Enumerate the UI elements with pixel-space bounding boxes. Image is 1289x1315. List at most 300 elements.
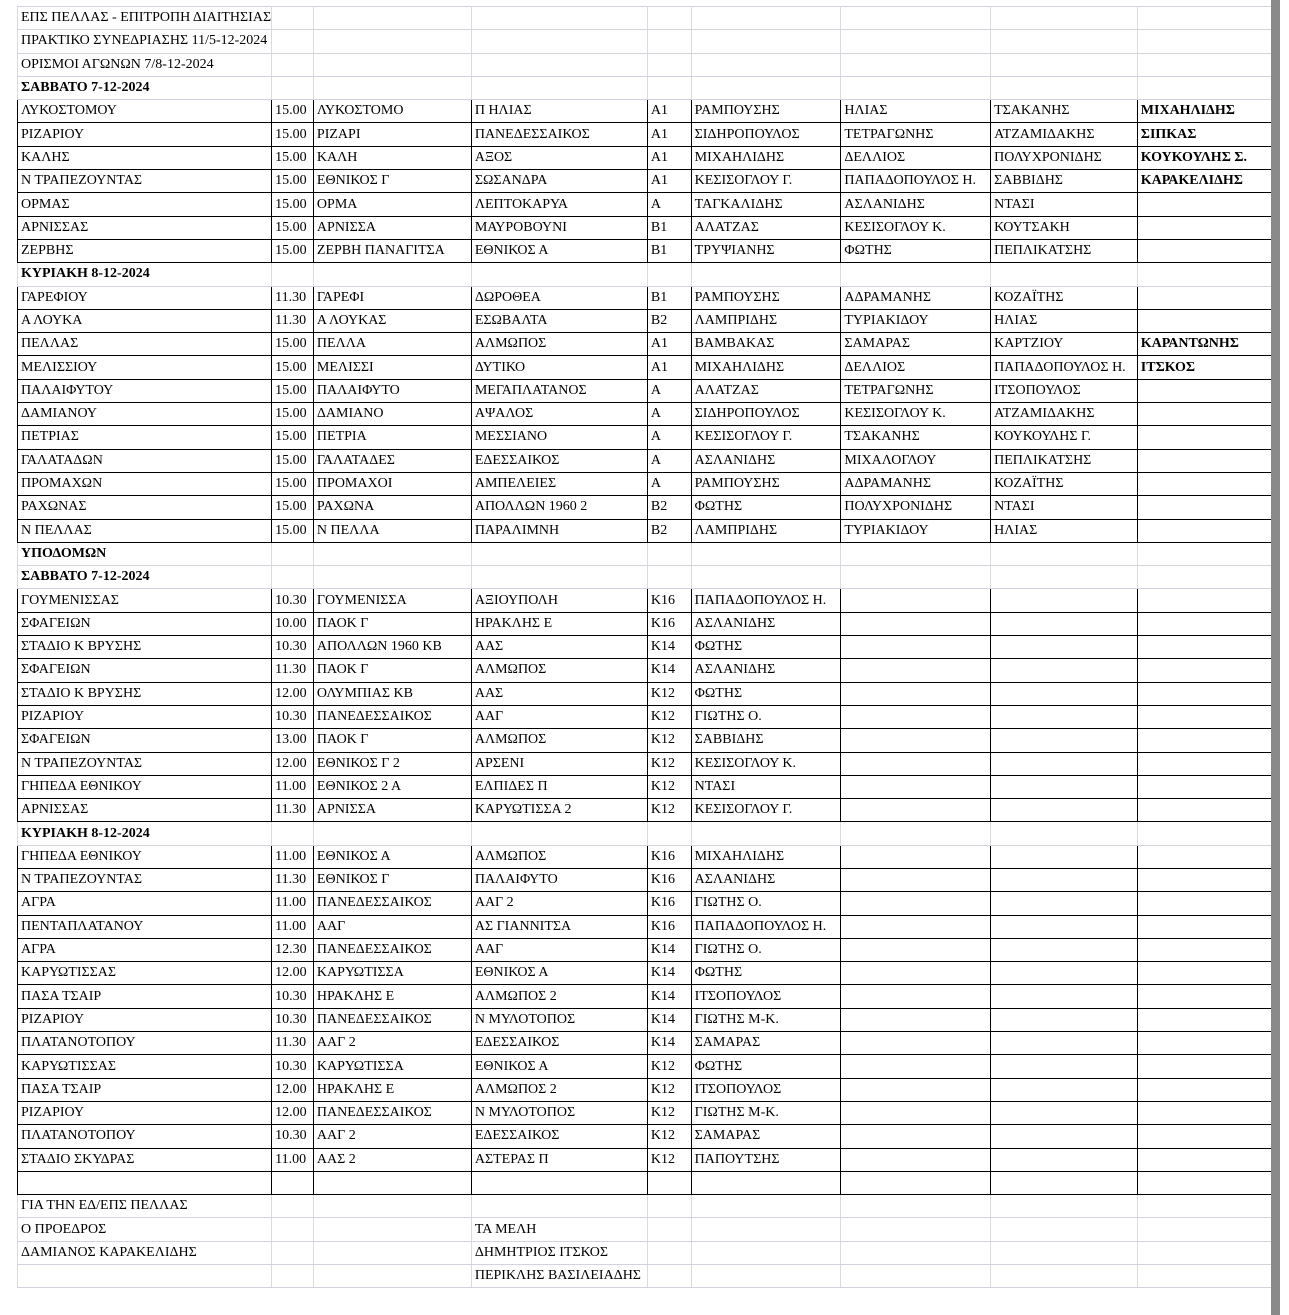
cell-venue[interactable]: Ν ΤΡΑΠΕΖΟΥΝΤΑΣ: [18, 752, 272, 775]
cell-referee[interactable]: ΚΕΣΙΣΟΓΛΟΥ Γ.: [691, 426, 841, 449]
cell-time[interactable]: 15.00: [272, 100, 314, 123]
cell-assistant-1[interactable]: [841, 845, 991, 868]
cell-assistant-2[interactable]: [991, 985, 1138, 1008]
cell-home-team[interactable]: ΑΡΝΙΣΣΑ: [313, 799, 471, 822]
cell-category[interactable]: [647, 1195, 691, 1218]
cell-category[interactable]: Κ12: [647, 1125, 691, 1148]
cell-observer[interactable]: [1137, 76, 1288, 99]
cell-home-team[interactable]: ΗΡΑΚΛΗΣ Ε: [313, 985, 471, 1008]
cell-referee[interactable]: [691, 1241, 841, 1264]
cell-observer[interactable]: [1137, 1218, 1288, 1241]
cell-venue[interactable]: ΚΑΡΥΩΤΙΣΣΑΣ: [18, 962, 272, 985]
cell-time[interactable]: 10.30: [272, 705, 314, 728]
cell-observer[interactable]: [1137, 1008, 1288, 1031]
cell-time[interactable]: [272, 30, 314, 53]
cell-home-team[interactable]: ΕΘΝΙΚΟΣ Γ 2: [313, 752, 471, 775]
cell-assistant-2[interactable]: [991, 566, 1138, 589]
cell-assistant-1[interactable]: ΜΙΧΑΛΟΓΛΟΥ: [841, 449, 991, 472]
cell-venue[interactable]: ΣΦΑΓΕΙΩΝ: [18, 659, 272, 682]
cell-away-team[interactable]: ΑΜΠΕΛΕΙΕΣ: [471, 472, 647, 495]
cell-away-team[interactable]: ΑΑΓ 2: [471, 892, 647, 915]
cell-referee[interactable]: ΚΕΣΙΣΟΓΛΟΥ Γ.: [691, 170, 841, 193]
cell-home-team[interactable]: ΠΑΛΑΙΦΥΤΟ: [313, 379, 471, 402]
cell-time[interactable]: 12.00: [272, 682, 314, 705]
cell-time[interactable]: 15.00: [272, 193, 314, 216]
cell-assistant-1[interactable]: ΑΔΡΑΜΑΝΗΣ: [841, 472, 991, 495]
cell-time[interactable]: 12.30: [272, 938, 314, 961]
cell-observer[interactable]: [1137, 729, 1288, 752]
cell-venue[interactable]: ΠΛΑΤΑΝΟΤΟΠΟΥ: [18, 1032, 272, 1055]
cell-assistant-1[interactable]: [841, 1078, 991, 1101]
cell-home-team[interactable]: Ν ΠΕΛΛΑ: [313, 519, 471, 542]
cell-referee[interactable]: ΡΑΜΠΟΥΣΗΣ: [691, 286, 841, 309]
cell-referee[interactable]: ΚΕΣΙΣΟΓΛΟΥ Κ.: [691, 752, 841, 775]
cell-assistant-1[interactable]: ΚΕΣΙΣΟΓΛΟΥ Κ.: [841, 216, 991, 239]
cell-category[interactable]: Α: [647, 472, 691, 495]
cell-category[interactable]: Κ12: [647, 1101, 691, 1124]
cell-observer[interactable]: [1137, 1078, 1288, 1101]
cell-home-team[interactable]: ΓΑΡΕΦΙ: [313, 286, 471, 309]
cell-assistant-2[interactable]: ΣΑΒΒΙΔΗΣ: [991, 170, 1138, 193]
cell-away-team[interactable]: ΑΑΣ: [471, 682, 647, 705]
cell-home-team[interactable]: [313, 566, 471, 589]
cell-home-team[interactable]: ΑΑΣ 2: [313, 1148, 471, 1171]
cell-referee[interactable]: ΒΑΜΒΑΚΑΣ: [691, 333, 841, 356]
cell-assistant-1[interactable]: ΚΕΣΙΣΟΓΛΟΥ Κ.: [841, 403, 991, 426]
cell-assistant-2[interactable]: [991, 822, 1138, 845]
cell-observer[interactable]: [1137, 775, 1288, 798]
cell-home-team[interactable]: ΓΟΥΜΕΝΙΣΣΑ: [313, 589, 471, 612]
cell-observer[interactable]: [1137, 705, 1288, 728]
cell-observer[interactable]: [1137, 1265, 1288, 1288]
cell-home-team[interactable]: ΠΑΝΕΔΕΣΣΑΙΚΟΣ: [313, 705, 471, 728]
cell-category[interactable]: [647, 76, 691, 99]
cell-away-team[interactable]: ΠΑΝΕΔΕΣΣΑΙΚΟΣ: [471, 123, 647, 146]
cell-venue[interactable]: ΟΡΙΣΜΟΙ ΑΓΩΝΩΝ 7/8-12-2024: [18, 53, 272, 76]
cell-assistant-2[interactable]: [991, 1032, 1138, 1055]
cell-time[interactable]: 11.30: [272, 286, 314, 309]
cell-assistant-1[interactable]: ΔΕΛΛΙΟΣ: [841, 356, 991, 379]
cell-time[interactable]: [272, 263, 314, 286]
cell-referee[interactable]: ΑΛΑΤΖΑΣ: [691, 379, 841, 402]
cell-venue[interactable]: Ν ΤΡΑΠΕΖΟΥΝΤΑΣ: [18, 170, 272, 193]
cell-category[interactable]: Κ12: [647, 775, 691, 798]
cell-home-team[interactable]: ΕΘΝΙΚΟΣ Γ: [313, 170, 471, 193]
cell-assistant-2[interactable]: [991, 1265, 1138, 1288]
cell-assistant-2[interactable]: [991, 845, 1138, 868]
cell-assistant-1[interactable]: ΤΣΑΚΑΝΗΣ: [841, 426, 991, 449]
cell-away-team[interactable]: ΕΘΝΙΚΟΣ Α: [471, 1055, 647, 1078]
cell-category[interactable]: Κ14: [647, 1032, 691, 1055]
cell-category[interactable]: Κ16: [647, 892, 691, 915]
cell-away-team[interactable]: ΕΛΠΙΔΕΣ Π: [471, 775, 647, 798]
cell-home-team[interactable]: ΑΠΟΛΛΩΝ 1960 ΚΒ: [313, 636, 471, 659]
cell-assistant-2[interactable]: [991, 1195, 1138, 1218]
cell-venue[interactable]: ΠΕΤΡΙΑΣ: [18, 426, 272, 449]
cell-assistant-1[interactable]: [841, 76, 991, 99]
cell-assistant-2[interactable]: [991, 938, 1138, 961]
cell-category[interactable]: Κ12: [647, 682, 691, 705]
cell-assistant-1[interactable]: [841, 1008, 991, 1031]
cell-observer[interactable]: [1137, 962, 1288, 985]
cell-away-team[interactable]: ΑΞΟΣ: [471, 146, 647, 169]
cell-assistant-1[interactable]: [841, 30, 991, 53]
cell-home-team[interactable]: ΜΕΛΙΣΣΙ: [313, 356, 471, 379]
cell-category[interactable]: Κ12: [647, 729, 691, 752]
cell-category[interactable]: Α1: [647, 356, 691, 379]
cell-assistant-1[interactable]: [841, 612, 991, 635]
cell-venue[interactable]: ΑΓΡΑ: [18, 938, 272, 961]
cell-home-team[interactable]: ΕΘΝΙΚΟΣ 2 Α: [313, 775, 471, 798]
cell-assistant-2[interactable]: [991, 1125, 1138, 1148]
cell-assistant-2[interactable]: [991, 752, 1138, 775]
cell-observer[interactable]: ΚΑΡΑΚΕΛΙΔΗΣ: [1137, 170, 1288, 193]
cell-home-team[interactable]: ΚΑΛΗ: [313, 146, 471, 169]
cell-venue[interactable]: ΡΙΖΑΡΙΟΥ: [18, 1101, 272, 1124]
cell-home-team[interactable]: ΛΥΚΟΣΤΟΜΟ: [313, 100, 471, 123]
cell-home-team[interactable]: ΠΑΟΚ Γ: [313, 729, 471, 752]
cell-home-team[interactable]: [313, 822, 471, 845]
cell-away-team[interactable]: ΕΔΕΣΣΑΙΚΟΣ: [471, 1032, 647, 1055]
cell-assistant-1[interactable]: ΦΩΤΗΣ: [841, 239, 991, 262]
cell-assistant-2[interactable]: ΚΟΖΑΪΤΗΣ: [991, 286, 1138, 309]
cell-time[interactable]: 15.00: [272, 403, 314, 426]
cell-time[interactable]: 15.00: [272, 379, 314, 402]
cell-home-team[interactable]: [313, 53, 471, 76]
cell-time[interactable]: [272, 1195, 314, 1218]
cell-observer[interactable]: [1137, 1148, 1288, 1171]
cell-venue[interactable]: ΕΠΣ ΠΕΛΛΑΣ - ΕΠΙΤΡΟΠΗ ΔΙΑΙΤΗΣΙΑΣ: [18, 7, 272, 30]
cell-home-team[interactable]: ΔΑΜΙΑΝΟ: [313, 403, 471, 426]
cell-assistant-2[interactable]: ΤΣΑΚΑΝΗΣ: [991, 100, 1138, 123]
cell-home-team[interactable]: [313, 30, 471, 53]
cell-venue[interactable]: ΣΤΑΔΙΟ Κ ΒΡΥΣΗΣ: [18, 636, 272, 659]
cell-category[interactable]: Κ12: [647, 1078, 691, 1101]
cell-assistant-1[interactable]: [841, 1265, 991, 1288]
cell-assistant-2[interactable]: [991, 799, 1138, 822]
cell-time[interactable]: 10.30: [272, 1125, 314, 1148]
cell-assistant-1[interactable]: [841, 1125, 991, 1148]
cell-observer[interactable]: [1137, 868, 1288, 891]
cell-observer[interactable]: [1137, 682, 1288, 705]
cell-home-team[interactable]: ΠΕΛΛΑ: [313, 333, 471, 356]
cell-assistant-2[interactable]: ΚΟΥΤΣΑΚΗ: [991, 216, 1138, 239]
cell-referee[interactable]: ΓΙΩΤΗΣ Μ-Κ.: [691, 1101, 841, 1124]
cell-assistant-2[interactable]: ΗΛΙΑΣ: [991, 309, 1138, 332]
cell-category[interactable]: [647, 30, 691, 53]
cell-observer[interactable]: [1137, 612, 1288, 635]
cell-assistant-1[interactable]: ΤΥΡΙΑΚΙΔΟΥ: [841, 309, 991, 332]
cell-referee[interactable]: ΦΩΤΗΣ: [691, 962, 841, 985]
cell-observer[interactable]: [1137, 985, 1288, 1008]
cell-away-team[interactable]: ΑΛΜΩΠΟΣ: [471, 845, 647, 868]
cell-observer[interactable]: [1137, 449, 1288, 472]
cell-referee[interactable]: ΣΑΜΑΡΑΣ: [691, 1032, 841, 1055]
cell-home-team[interactable]: Α ΛΟΥΚΑΣ: [313, 309, 471, 332]
cell-venue[interactable]: ΣΑΒΒΑΤΟ 7-12-2024: [18, 566, 272, 589]
cell-referee[interactable]: ΓΙΩΤΗΣ Ο.: [691, 938, 841, 961]
cell-observer[interactable]: [1137, 1195, 1288, 1218]
cell-venue[interactable]: Α ΛΟΥΚΑ: [18, 309, 272, 332]
cell-observer[interactable]: [1137, 915, 1288, 938]
cell-away-team[interactable]: Ν ΜΥΛΟΤΟΠΟΣ: [471, 1101, 647, 1124]
cell-assistant-2[interactable]: ΠΕΠΛΙΚΑΤΣΗΣ: [991, 449, 1138, 472]
cell-observer[interactable]: [1137, 799, 1288, 822]
cell-assistant-1[interactable]: [841, 799, 991, 822]
cell-referee[interactable]: ΠΑΠΑΔΟΠΟΥΛΟΣ Η.: [691, 915, 841, 938]
cell-assistant-1[interactable]: ΣΑΜΑΡΑΣ: [841, 333, 991, 356]
cell-observer[interactable]: [1137, 286, 1288, 309]
cell-category[interactable]: Α1: [647, 100, 691, 123]
cell-time[interactable]: 11.30: [272, 1032, 314, 1055]
cell-assistant-1[interactable]: [841, 1101, 991, 1124]
cell-category[interactable]: Κ12: [647, 799, 691, 822]
cell-venue[interactable]: ΓΑΡΕΦΙΟΥ: [18, 286, 272, 309]
cell-time[interactable]: 11.00: [272, 845, 314, 868]
cell-category[interactable]: Α: [647, 193, 691, 216]
cell-away-team[interactable]: ΑΛΜΩΠΟΣ: [471, 729, 647, 752]
cell-assistant-1[interactable]: ΤΕΤΡΑΓΩΝΗΣ: [841, 123, 991, 146]
cell-referee[interactable]: ΤΑΓΚΑΛΙΔΗΣ: [691, 193, 841, 216]
cell-observer[interactable]: [1137, 542, 1288, 565]
cell-assistant-1[interactable]: [841, 589, 991, 612]
cell-away-team[interactable]: ΕΘΝΙΚΟΣ Α: [471, 239, 647, 262]
cell-observer[interactable]: [1137, 496, 1288, 519]
cell-observer[interactable]: ΚΑΡΑΝΤΩΝΗΣ: [1137, 333, 1288, 356]
cell-observer[interactable]: [1137, 53, 1288, 76]
cell-observer[interactable]: [1137, 938, 1288, 961]
cell-category[interactable]: Β2: [647, 309, 691, 332]
cell-referee[interactable]: ΦΩΤΗΣ: [691, 496, 841, 519]
cell-venue[interactable]: ΠΡΑΚΤΙΚΟ ΣΥΝΕΔΡΙΑΣΗΣ 11/5-12-2024: [18, 30, 272, 53]
cell-venue[interactable]: ΚΥΡΙΑΚΗ 8-12-2024: [18, 822, 272, 845]
cell-category[interactable]: Κ16: [647, 868, 691, 891]
cell-referee[interactable]: ΓΙΩΤΗΣ Ο.: [691, 705, 841, 728]
cell-observer[interactable]: ΜΙΧΑΗΛΙΔΗΣ: [1137, 100, 1288, 123]
cell-observer[interactable]: [1137, 636, 1288, 659]
cell-category[interactable]: [647, 566, 691, 589]
cell-referee[interactable]: ΦΩΤΗΣ: [691, 1055, 841, 1078]
cell-away-team[interactable]: [471, 822, 647, 845]
cell-observer[interactable]: ΣΙΠΚΑΣ: [1137, 123, 1288, 146]
cell-time[interactable]: 15.00: [272, 426, 314, 449]
cell-home-team[interactable]: [313, 1218, 471, 1241]
cell-assistant-1[interactable]: [841, 682, 991, 705]
cell-venue[interactable]: Ο ΠΡΟΕΔΡΟΣ: [18, 1218, 272, 1241]
cell-category[interactable]: Κ14: [647, 636, 691, 659]
cell-venue[interactable]: ΚΑΡΥΩΤΙΣΣΑΣ: [18, 1055, 272, 1078]
cell-category[interactable]: Α: [647, 426, 691, 449]
cell-observer[interactable]: [1137, 892, 1288, 915]
cell-observer[interactable]: [1137, 1171, 1288, 1194]
cell-away-team[interactable]: [471, 1195, 647, 1218]
cell-referee[interactable]: ΜΙΧΑΗΛΙΔΗΣ: [691, 146, 841, 169]
cell-assistant-2[interactable]: ΝΤΑΣΙ: [991, 496, 1138, 519]
cell-category[interactable]: Α1: [647, 170, 691, 193]
cell-venue[interactable]: ΔΑΜΙΑΝΟΣ ΚΑΡΑΚΕΛΙΔΗΣ: [18, 1241, 272, 1264]
cell-observer[interactable]: [1137, 426, 1288, 449]
cell-observer[interactable]: [1137, 566, 1288, 589]
cell-venue[interactable]: ΣΦΑΓΕΙΩΝ: [18, 612, 272, 635]
cell-away-team[interactable]: ΔΥΤΙΚΟ: [471, 356, 647, 379]
cell-assistant-2[interactable]: [991, 915, 1138, 938]
cell-assistant-1[interactable]: [841, 263, 991, 286]
cell-referee[interactable]: [691, 263, 841, 286]
cell-venue[interactable]: ΓΗΠΕΔΑ ΕΘΝΙΚΟΥ: [18, 845, 272, 868]
cell-category[interactable]: Α: [647, 403, 691, 426]
cell-away-team[interactable]: ΑΞΙΟΥΠΟΛΗ: [471, 589, 647, 612]
cell-category[interactable]: Κ12: [647, 1148, 691, 1171]
cell-category[interactable]: Α1: [647, 123, 691, 146]
cell-assistant-2[interactable]: [991, 1008, 1138, 1031]
cell-venue[interactable]: ΡΙΖΑΡΙΟΥ: [18, 705, 272, 728]
cell-observer[interactable]: ΚΟΥΚΟΥΛΗΣ Σ.: [1137, 146, 1288, 169]
cell-away-team[interactable]: [471, 566, 647, 589]
cell-referee[interactable]: [691, 1218, 841, 1241]
cell-assistant-2[interactable]: [991, 1241, 1138, 1264]
cell-category[interactable]: Β1: [647, 239, 691, 262]
cell-home-team[interactable]: [313, 1241, 471, 1264]
cell-home-team[interactable]: ΠΑΝΕΔΕΣΣΑΙΚΟΣ: [313, 1101, 471, 1124]
cell-venue[interactable]: ΓΟΥΜΕΝΙΣΣΑΣ: [18, 589, 272, 612]
cell-category[interactable]: Β1: [647, 286, 691, 309]
cell-time[interactable]: 11.00: [272, 775, 314, 798]
cell-observer[interactable]: [1137, 1241, 1288, 1264]
cell-category[interactable]: [647, 263, 691, 286]
cell-assistant-1[interactable]: [841, 752, 991, 775]
cell-time[interactable]: 11.00: [272, 915, 314, 938]
cell-assistant-2[interactable]: [991, 263, 1138, 286]
cell-time[interactable]: 15.00: [272, 239, 314, 262]
cell-observer[interactable]: [1137, 1101, 1288, 1124]
cell-home-team[interactable]: [313, 7, 471, 30]
cell-assistant-2[interactable]: ΠΕΠΛΙΚΑΤΣΗΣ: [991, 239, 1138, 262]
cell-category[interactable]: Κ12: [647, 1055, 691, 1078]
cell-time[interactable]: [272, 1218, 314, 1241]
cell-category[interactable]: Β2: [647, 496, 691, 519]
cell-observer[interactable]: [1137, 239, 1288, 262]
cell-referee[interactable]: [691, 1265, 841, 1288]
cell-observer[interactable]: [1137, 659, 1288, 682]
cell-assistant-2[interactable]: [991, 542, 1138, 565]
cell-observer[interactable]: [1137, 1055, 1288, 1078]
cell-observer[interactable]: [1137, 822, 1288, 845]
cell-time[interactable]: 12.00: [272, 1078, 314, 1101]
cell-observer[interactable]: ΙΤΣΚΟΣ: [1137, 356, 1288, 379]
cell-assistant-2[interactable]: [991, 1055, 1138, 1078]
cell-category[interactable]: [647, 53, 691, 76]
cell-assistant-1[interactable]: [841, 1218, 991, 1241]
cell-home-team[interactable]: ΕΘΝΙΚΟΣ Γ: [313, 868, 471, 891]
cell-away-team[interactable]: ΔΩΡΟΘΕΑ: [471, 286, 647, 309]
cell-away-team[interactable]: ΑΛΜΩΠΟΣ 2: [471, 985, 647, 1008]
cell-referee[interactable]: ΣΙΔΗΡΟΠΟΥΛΟΣ: [691, 403, 841, 426]
cell-assistant-1[interactable]: ΤΥΡΙΑΚΙΔΟΥ: [841, 519, 991, 542]
cell-assistant-1[interactable]: [841, 1148, 991, 1171]
cell-home-team[interactable]: [313, 1265, 471, 1288]
cell-assistant-1[interactable]: [841, 636, 991, 659]
cell-category[interactable]: Κ12: [647, 705, 691, 728]
cell-time[interactable]: 15.00: [272, 333, 314, 356]
cell-referee[interactable]: ΜΙΧΑΗΛΙΔΗΣ: [691, 845, 841, 868]
cell-time[interactable]: 15.00: [272, 216, 314, 239]
cell-assistant-2[interactable]: [991, 589, 1138, 612]
cell-time[interactable]: 10.30: [272, 1055, 314, 1078]
cell-category[interactable]: [647, 822, 691, 845]
cell-assistant-2[interactable]: [991, 1078, 1138, 1101]
cell-time[interactable]: 12.00: [272, 752, 314, 775]
cell-assistant-1[interactable]: ΠΟΛΥΧΡΟΝΙΔΗΣ: [841, 496, 991, 519]
cell-away-team[interactable]: ΕΔΕΣΣΑΙΚΟΣ: [471, 449, 647, 472]
cell-referee[interactable]: ΙΤΣΟΠΟΥΛΟΣ: [691, 985, 841, 1008]
cell-home-team[interactable]: ΑΑΓ: [313, 915, 471, 938]
cell-assistant-1[interactable]: ΤΕΤΡΑΓΩΝΗΣ: [841, 379, 991, 402]
cell-assistant-2[interactable]: [991, 76, 1138, 99]
cell-assistant-1[interactable]: ΗΛΙΑΣ: [841, 100, 991, 123]
cell-venue[interactable]: ΣΦΑΓΕΙΩΝ: [18, 729, 272, 752]
cell-away-team[interactable]: ΑΑΓ: [471, 705, 647, 728]
cell-venue[interactable]: ΠΡΟΜΑΧΩΝ: [18, 472, 272, 495]
cell-home-team[interactable]: ΖΕΡΒΗ ΠΑΝΑΓΙΤΣΑ: [313, 239, 471, 262]
cell-time[interactable]: 10.30: [272, 589, 314, 612]
cell-assistant-1[interactable]: [841, 985, 991, 1008]
cell-home-team[interactable]: [313, 76, 471, 99]
cell-assistant-1[interactable]: [841, 775, 991, 798]
cell-observer[interactable]: [1137, 1032, 1288, 1055]
cell-observer[interactable]: [1137, 7, 1288, 30]
cell-category[interactable]: Κ12: [647, 752, 691, 775]
cell-home-team[interactable]: ΟΡΜΑ: [313, 193, 471, 216]
cell-time[interactable]: [272, 1241, 314, 1264]
cell-observer[interactable]: [1137, 30, 1288, 53]
cell-assistant-1[interactable]: [841, 915, 991, 938]
cell-time[interactable]: [272, 76, 314, 99]
cell-assistant-1[interactable]: ΑΔΡΑΜΑΝΗΣ: [841, 286, 991, 309]
cell-assistant-2[interactable]: [991, 962, 1138, 985]
cell-category[interactable]: Κ16: [647, 612, 691, 635]
cell-observer[interactable]: [1137, 845, 1288, 868]
cell-venue[interactable]: ΚΥΡΙΑΚΗ 8-12-2024: [18, 263, 272, 286]
cell-away-team[interactable]: ΕΔΕΣΣΑΙΚΟΣ: [471, 1125, 647, 1148]
cell-venue[interactable]: ΣΑΒΒΑΤΟ 7-12-2024: [18, 76, 272, 99]
cell-time[interactable]: 10.30: [272, 985, 314, 1008]
cell-assistant-2[interactable]: [991, 53, 1138, 76]
cell-home-team[interactable]: ΠΡΟΜΑΧΟΙ: [313, 472, 471, 495]
cell-away-team[interactable]: [471, 30, 647, 53]
cell-time[interactable]: 11.00: [272, 892, 314, 915]
cell-time[interactable]: 12.00: [272, 962, 314, 985]
cell-venue[interactable]: ΓΙΑ ΤΗΝ ΕΔ/ΕΠΣ ΠΕΛΛΑΣ: [18, 1195, 272, 1218]
cell-home-team[interactable]: ΚΑΡΥΩΤΙΣΣΑ: [313, 1055, 471, 1078]
cell-venue[interactable]: ΖΕΡΒΗΣ: [18, 239, 272, 262]
cell-venue[interactable]: Ν ΠΕΛΛΑΣ: [18, 519, 272, 542]
cell-time[interactable]: 15.00: [272, 496, 314, 519]
cell-category[interactable]: Α1: [647, 333, 691, 356]
cell-referee[interactable]: ΝΤΑΣΙ: [691, 775, 841, 798]
cell-away-team[interactable]: ΚΑΡΥΩΤΙΣΣΑ 2: [471, 799, 647, 822]
cell-away-team[interactable]: ΔΗΜΗΤΡΙΟΣ ΙΤΣΚΟΣ: [471, 1241, 647, 1264]
cell-assistant-1[interactable]: [841, 822, 991, 845]
cell-home-team[interactable]: ΠΑΝΕΔΕΣΣΑΙΚΟΣ: [313, 938, 471, 961]
cell-category[interactable]: Β2: [647, 519, 691, 542]
cell-time[interactable]: [272, 7, 314, 30]
cell-assistant-2[interactable]: ΑΤΖΑΜΙΔΑΚΗΣ: [991, 403, 1138, 426]
cell-referee[interactable]: [691, 542, 841, 565]
cell-observer[interactable]: [1137, 589, 1288, 612]
cell-assistant-2[interactable]: ΙΤΣΟΠΟΥΛΟΣ: [991, 379, 1138, 402]
cell-away-team[interactable]: ΑΑΓ: [471, 938, 647, 961]
cell-category[interactable]: Κ14: [647, 938, 691, 961]
